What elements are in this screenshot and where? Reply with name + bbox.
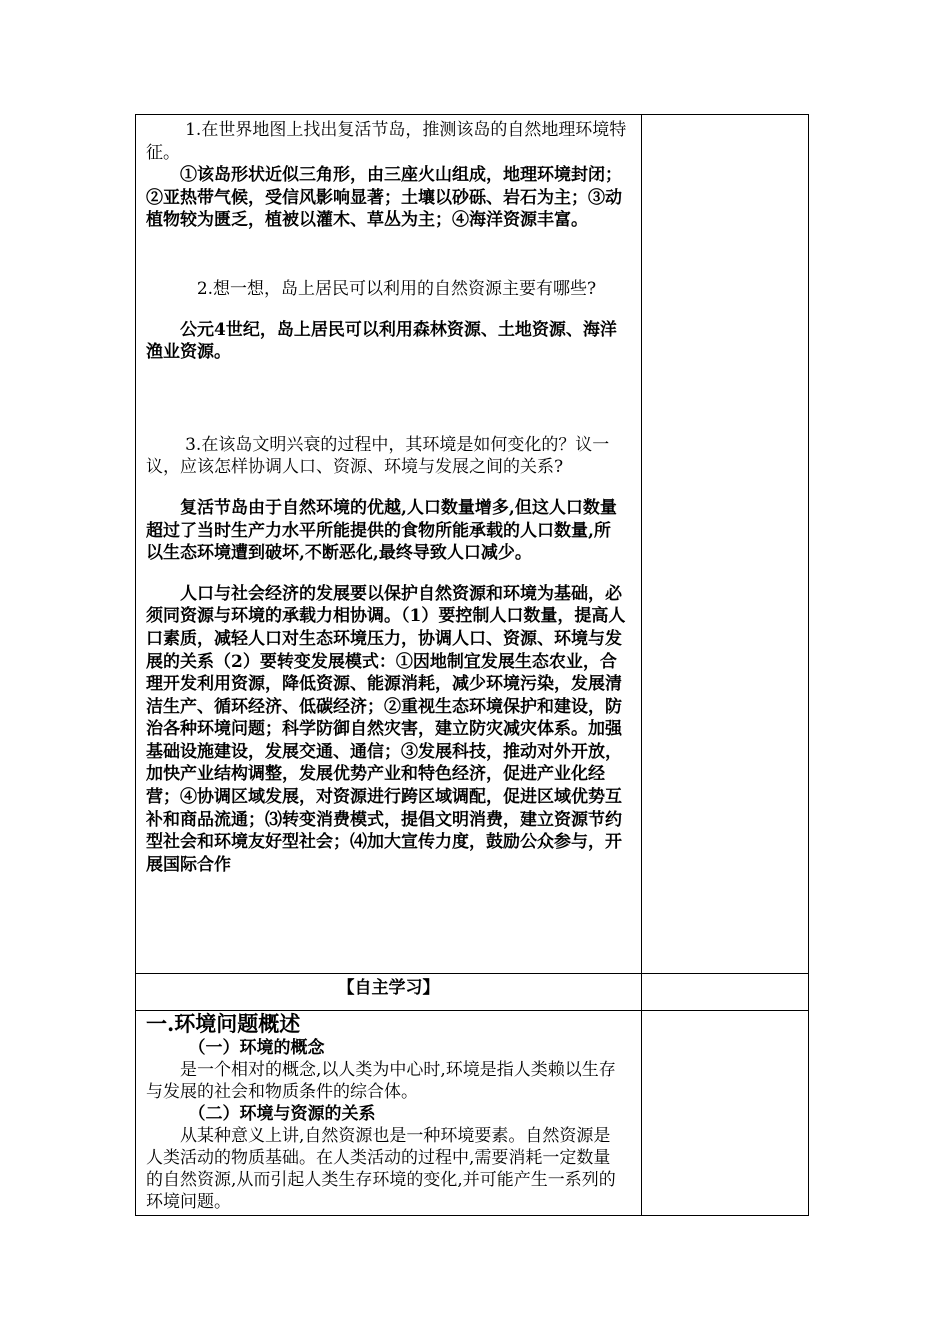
question-2: 2.想一想，岛上居民可以利用的自然资源主要有哪些? bbox=[196, 278, 597, 299]
content-cell bbox=[136, 1011, 642, 1216]
subsection-title-1: （一）环境的概念 bbox=[188, 1038, 325, 1058]
lesson-table bbox=[135, 114, 809, 1216]
answer-1: ①该岛形状近似三角形，由三座火山组成，地理环境封闭；②亚热带气候，受信风影响显著；土壤以砂砾、岩石为主；③动植物较为匮乏，植被以灌木、草丛为主；④海洋资源丰富。 bbox=[146, 165, 622, 231]
table-row bbox=[136, 1011, 809, 1216]
paragraph-2: 从某种意义上讲,自然资源也是一种环境要素。自然资源是人类活动的物质基础。在人类活动的过程中,需要消耗一定数量的自然资源,从而引起人类生存环境的变化,并可能产生一系列的环境问题。 bbox=[146, 1126, 616, 1212]
answer-3-part-1: 复活节岛由于自然环境的优越,人口数量增多,但这人口数量超过了当时生产力水平所能提供的食物所能承载的人口数量,所以生态环境遭到破坏,不断恶化,最终导致人口减少。 bbox=[146, 497, 617, 564]
subsection-title-2: （二）环境与资源的关系 bbox=[188, 1104, 376, 1124]
table-row bbox=[136, 115, 809, 974]
question-1: 1.在世界地图上找出复活节岛，推测该岛的自然地理环境特征。 bbox=[146, 120, 627, 163]
content-cell bbox=[136, 115, 642, 974]
self-study-header: 【自主学习】 bbox=[136, 974, 642, 1011]
section-title: 一.环境问题概述 bbox=[146, 1011, 301, 1036]
question-3: 3.在该岛文明兴衰的过程中，其环境是如何变化的？议一议，应该怎样协调人口、资源、环境与发展之间的关系? bbox=[146, 434, 610, 478]
paragraph-1: 是一个相对的概念,以人类为中心时,环境是指人类赖以生存与发展的社会和物质条件的综合体。 bbox=[146, 1060, 616, 1102]
notes-cell bbox=[642, 974, 809, 1011]
notes-cell bbox=[642, 1011, 809, 1216]
table-row bbox=[136, 974, 809, 1011]
answer-3-part-2: 人口与社会经济的发展要以保护自然资源和环境为基础，必须同资源与环境的承载力相协调。（1）要控制人口数量，提高人口素质，减轻人口对生态环境压力，协调人口、资源、环境与发展的关系（2）要转变发展模式：①因地制宜发展生态农业，合理开发利用资源，降低资源、能源消耗，减少环境污染，发展清洁生产、循环经济、低碳经济；②重视生态环境保护和建设，防治各种环境问题；科学防御自然灾害，建立防灾减灾体系。加强基础设施建设，发展交通、通信；③发展科技，推动对外开放，加快产业结构调整，发展优势产业和特色经济，促进产业化经营；④协调区域发展，对资源进行跨区域调配，促进区域优势互补和商品流通；⑶转变消费模式，提倡文明消费，建立资源节约型社会和环境友好型社会；⑷加大宣传力度，鼓励公众参与，开展国际合作 bbox=[146, 583, 626, 875]
notes-cell bbox=[642, 115, 809, 974]
answer-2: 公元4世纪，岛上居民可以利用森林资源、土地资源、海洋渔业资源。 bbox=[146, 319, 617, 363]
